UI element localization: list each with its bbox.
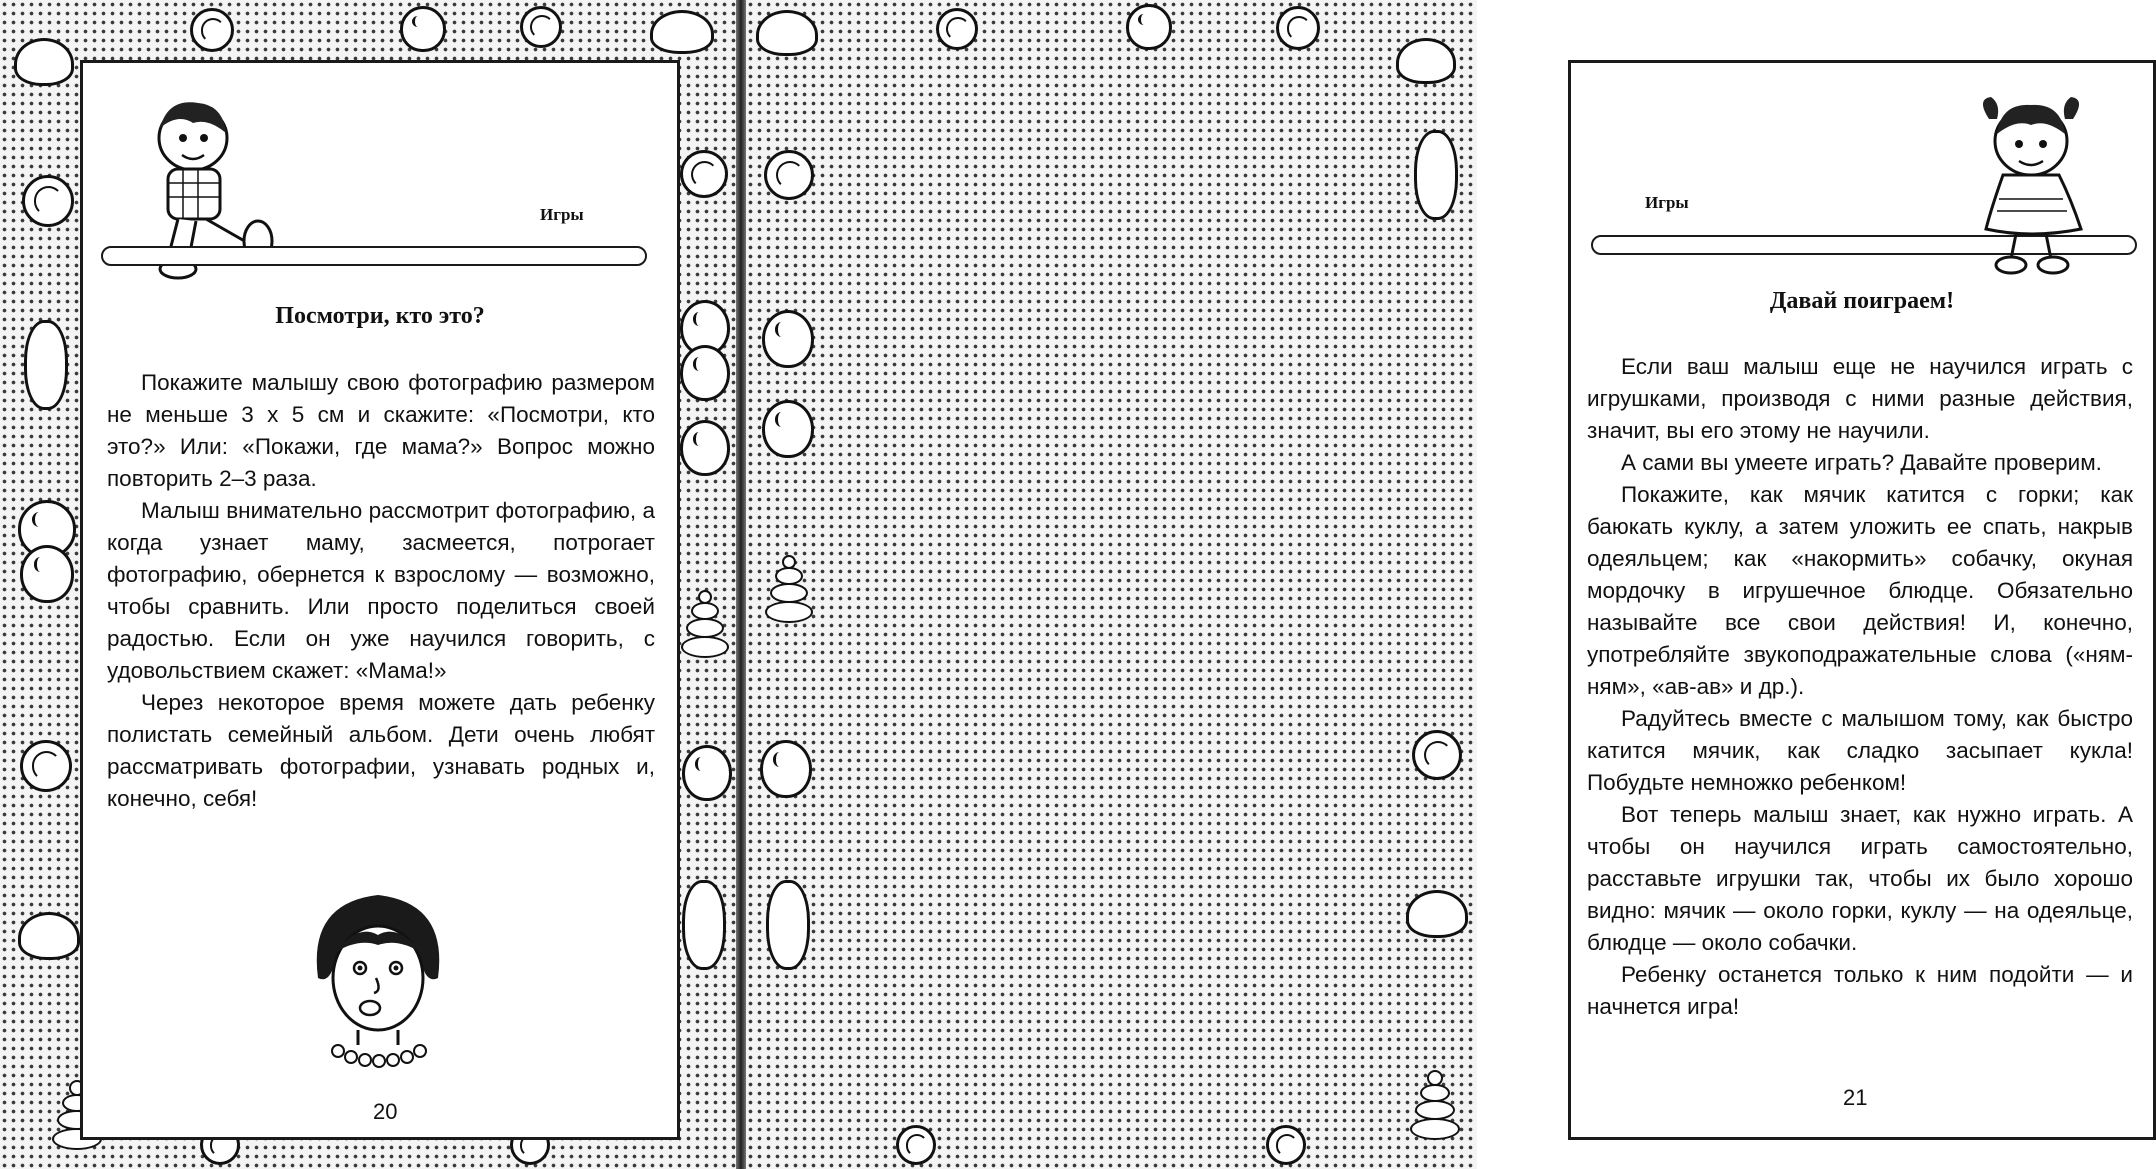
- paragraph: Вот теперь малыш знает, как нужно играть. А чтобы он научился играть самостоятельно, расставьте игрушки так, чтобы их было хорошо видно: мячик — около горки, куклу — на одеяльце, блюдце — около собачки.: [1587, 802, 2133, 955]
- ball-icon: [764, 150, 814, 200]
- heart-icon: [650, 10, 714, 54]
- paragraph: Ребенку останется только к ним подойти — и начнется игра!: [1587, 962, 2133, 1019]
- balloon-icon: [1126, 4, 1172, 50]
- balloon-icon: [680, 420, 730, 476]
- ball-icon: [22, 175, 74, 227]
- peanut-decoration: [24, 320, 68, 410]
- ball-icon: [680, 150, 728, 198]
- paragraph: Малыш внимательно рассмотрит фотографию, а когда узнает маму, засмеется, потрогает фотографию, обернется к взрослому — возможно, чтобы сравнить. Или просто поделиться своей радостью. Если он уже научился говорить, с удовольствием скажет: «Мама!»: [107, 498, 655, 683]
- heart-icon: [756, 10, 818, 56]
- paragraph: А сами вы умеете играть? Давайте проверим.: [1621, 450, 2102, 475]
- ball-icon: [896, 1125, 936, 1165]
- balloon-icon: [682, 745, 732, 801]
- page-title: Давай поиграем!: [1769, 288, 1955, 314]
- ball-icon: [1412, 730, 1462, 780]
- ball-icon: [190, 8, 234, 52]
- ball-icon: [20, 740, 72, 792]
- section-label: Игры: [540, 205, 584, 224]
- right-page-frame: [1568, 60, 2156, 1140]
- balloon-icon: [762, 400, 814, 458]
- woman-face-illustration: [298, 883, 458, 1073]
- palette-icon: [14, 38, 74, 86]
- balloon-icon: [762, 310, 814, 368]
- peanut-decoration: [1414, 130, 1458, 220]
- balloon-icon: [680, 345, 730, 401]
- stacking-toy-icon: [1410, 1070, 1460, 1150]
- ball-icon: [1276, 6, 1320, 50]
- peanut-decoration: [766, 880, 810, 970]
- section-label: Игры: [1645, 193, 1689, 212]
- palette-icon: [1396, 38, 1456, 84]
- page-number: 20: [373, 1099, 398, 1124]
- heart-icon: [18, 912, 80, 960]
- heart-icon: [1406, 890, 1468, 938]
- ball-icon: [520, 6, 562, 48]
- paragraph: Если ваш малыш еще не научился играть с игрушками, производя с ними разные действия, значит, вы его этому не научили.: [1587, 354, 2133, 443]
- page-number: 21: [1843, 1085, 1868, 1110]
- balloon-icon: [400, 6, 446, 52]
- ball-icon: [1266, 1125, 1306, 1165]
- stacking-toy-icon: [764, 555, 814, 635]
- balloon-icon: [20, 545, 74, 603]
- body-text: [1587, 351, 2133, 1023]
- paragraph: Через некоторое время можете дать ребенку полистать семейный альбом. Дети очень любят рассматривать фотографии, узнавать родных и, конечно, себя!: [107, 690, 655, 811]
- paragraph: Покажите, как мячик катится с горки; как баюкать куклу, а затем уложить ее спать, накрыв одеяльцем; как «накормить» собачку, окуная мордочку в игрушечное блюдце. Обязательно называйте все свои действия! И, конечно, употребляйте звукоподражательные слова («ням-ням», «ав-ав» и др.).: [1587, 482, 2133, 699]
- header-bar: [101, 246, 647, 266]
- body-text: [107, 367, 655, 815]
- paragraph: Покажите малышу свою фотографию размером не меньше 3 х 5 см и скажите: «Посмотри, кто это?» Или: «Покажи, где мама?» Вопрос можно повторить 2–3 раза.: [107, 370, 655, 491]
- left-page: [0, 0, 738, 1169]
- stacking-toy-icon: [680, 590, 730, 670]
- paragraph: Радуйтесь вместе с малышом тому, как быстро катится мячик, как сладко засыпает кукла! Побудьте немножко ребенком!: [1587, 706, 2133, 795]
- left-page-frame: [80, 60, 680, 1140]
- girl-sitting-illustration: [1971, 89, 2101, 279]
- page-title: Посмотри, кто это?: [275, 303, 485, 329]
- ball-icon: [936, 8, 978, 50]
- right-page: [746, 0, 2133, 1169]
- balloon-icon: [760, 740, 812, 798]
- peanut-decoration: [682, 880, 726, 970]
